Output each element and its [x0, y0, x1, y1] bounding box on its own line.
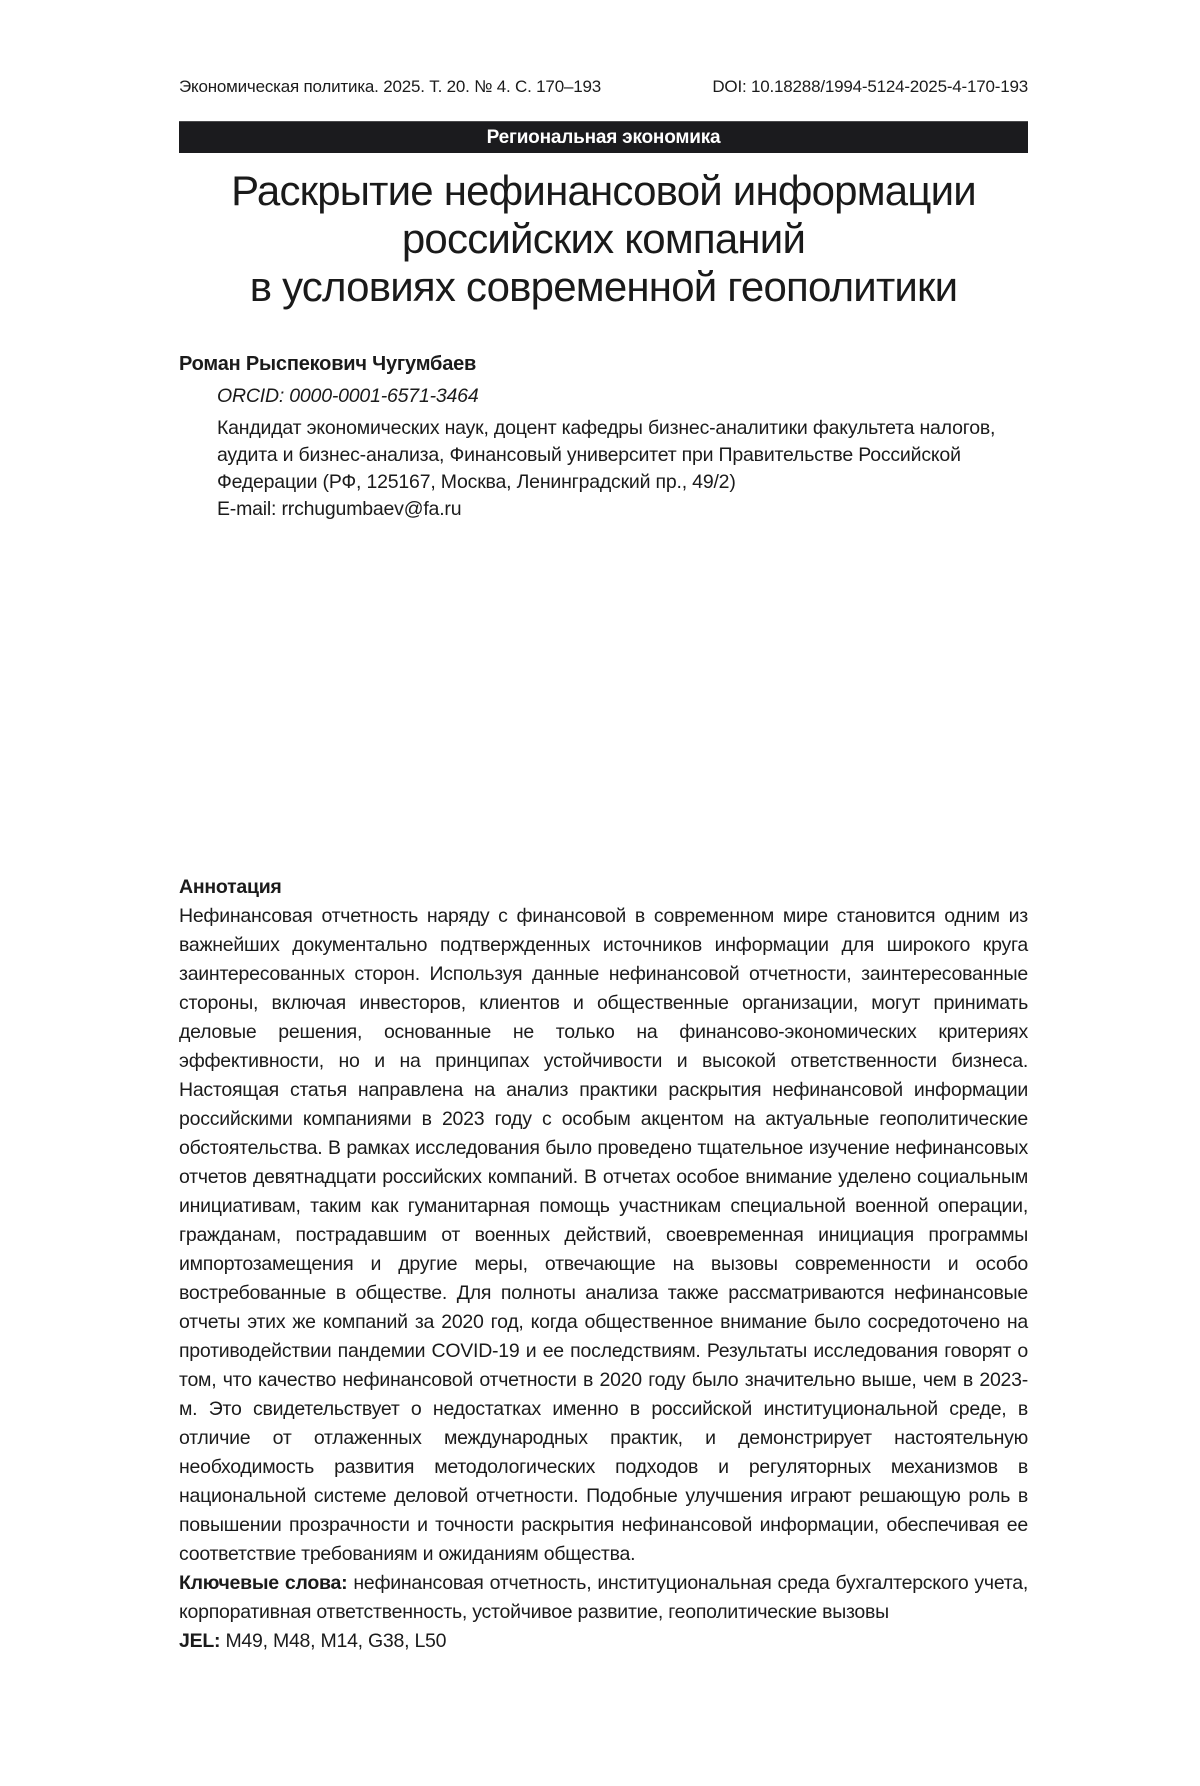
article-title	[179, 167, 1028, 311]
keywords-line	[179, 1569, 1028, 1627]
article-title-line-1: Раскрытие нефинансовой информации	[231, 167, 976, 214]
abstract-heading: Аннотация	[179, 876, 282, 898]
doi: DOI: 10.18288/1994-5124-2025-4-170-193	[712, 77, 1028, 96]
abstract-text: Нефинансовая отчетность наряду с финансовой в современном мире становится одним из важнейших документально подтвержденных источников информации для широкого круга заинтересованных сторон. Используя данные нефинансовой отчетности, заинтересованные стороны, включая инвесторов, клиентов и общественные организации, могут принимать деловые решения, основанные не только на финансово-экономических критериях эффективности, но и на принципах устойчивости и высокой ответственности бизнеса. Настоящая статья направлена на анализ практики раскрытия нефинансовой информации российскими компаниями в 2023 году с особым акцентом на актуальные геополитические обстоятельства. В рамках исследования было проведено тщательное изучение нефинансовых отчетов девятнадцати российских компаний. В отчетах особое внимание уделено социальным инициативам, таким как гуманитарная помощь участникам специальной военной операции, гражданам, пострадавшим от военных действий, своевременная инициация программы импортозамещения и другие меры, отвечающие на вызовы современности и особо востребованные в обществе. Для полноты анализа также рассматриваются нефинансовые отчеты этих же компаний за 2020 год, когда общественное внимание было сосредоточено на противодействии пандемии COVID-19 и ее последствиям. Результаты исследования говорят о том, что качество нефинансовой отчетности в 2020 году было значительно выше, чем в 2023-м. Это свидетельствует о недостатках именно в российской институциональной среде, в отличие от отлаженных международных практик, и демонстрирует настоятельную необходимость развития методологических подходов и регуляторных механизмов в национальной системе деловой отчетности. Подобные улучшения играют решающую роль в повышении прозрачности и точности раскрытия нефинансовой информации, обеспечивая ее соответствие требованиям и ожиданиям общества.	[179, 905, 1028, 1565]
author-orcid: ORCID: 0000-0001-6571-3464	[217, 385, 479, 407]
jel-label: JEL:	[179, 1630, 221, 1652]
keywords-text: нефинансовая отчетность, институциональная среда бухгалтерского учета, корпоративная ответственность, устойчивое развитие, геополитические вызовы	[179, 1572, 1028, 1623]
author-block	[179, 351, 1028, 523]
author-email: E-mail: rrchugumbaev@fa.ru	[217, 498, 462, 520]
section-banner	[179, 121, 1028, 153]
keywords-label: Ключевые слова:	[179, 1572, 348, 1594]
running-head	[179, 78, 1028, 96]
author-affiliation: Кандидат экономических наук, доцент кафедры бизнес-аналитики факультета налогов, аудита и бизнес-анализа, Финансовый университет при Правительстве Российской Федерации (РФ, 125167, Москва, Ленинградский пр., 49/2)	[217, 417, 996, 493]
journal-citation: Экономическая политика. 2025. Т. 20. № 4. С. 170–193	[179, 77, 601, 96]
section-banner-label: Региональная экономика	[486, 127, 721, 148]
article-title-line-3: в условиях современной геополитики	[249, 263, 958, 310]
jel-text: M49, M48, M14, G38, L50	[225, 1630, 447, 1652]
abstract-section	[179, 873, 1028, 1656]
jel-line	[179, 1627, 1028, 1656]
author-name: Роман Рыспекович Чугумбаев	[179, 353, 477, 375]
article-title-line-2: российских компаний	[401, 215, 806, 262]
